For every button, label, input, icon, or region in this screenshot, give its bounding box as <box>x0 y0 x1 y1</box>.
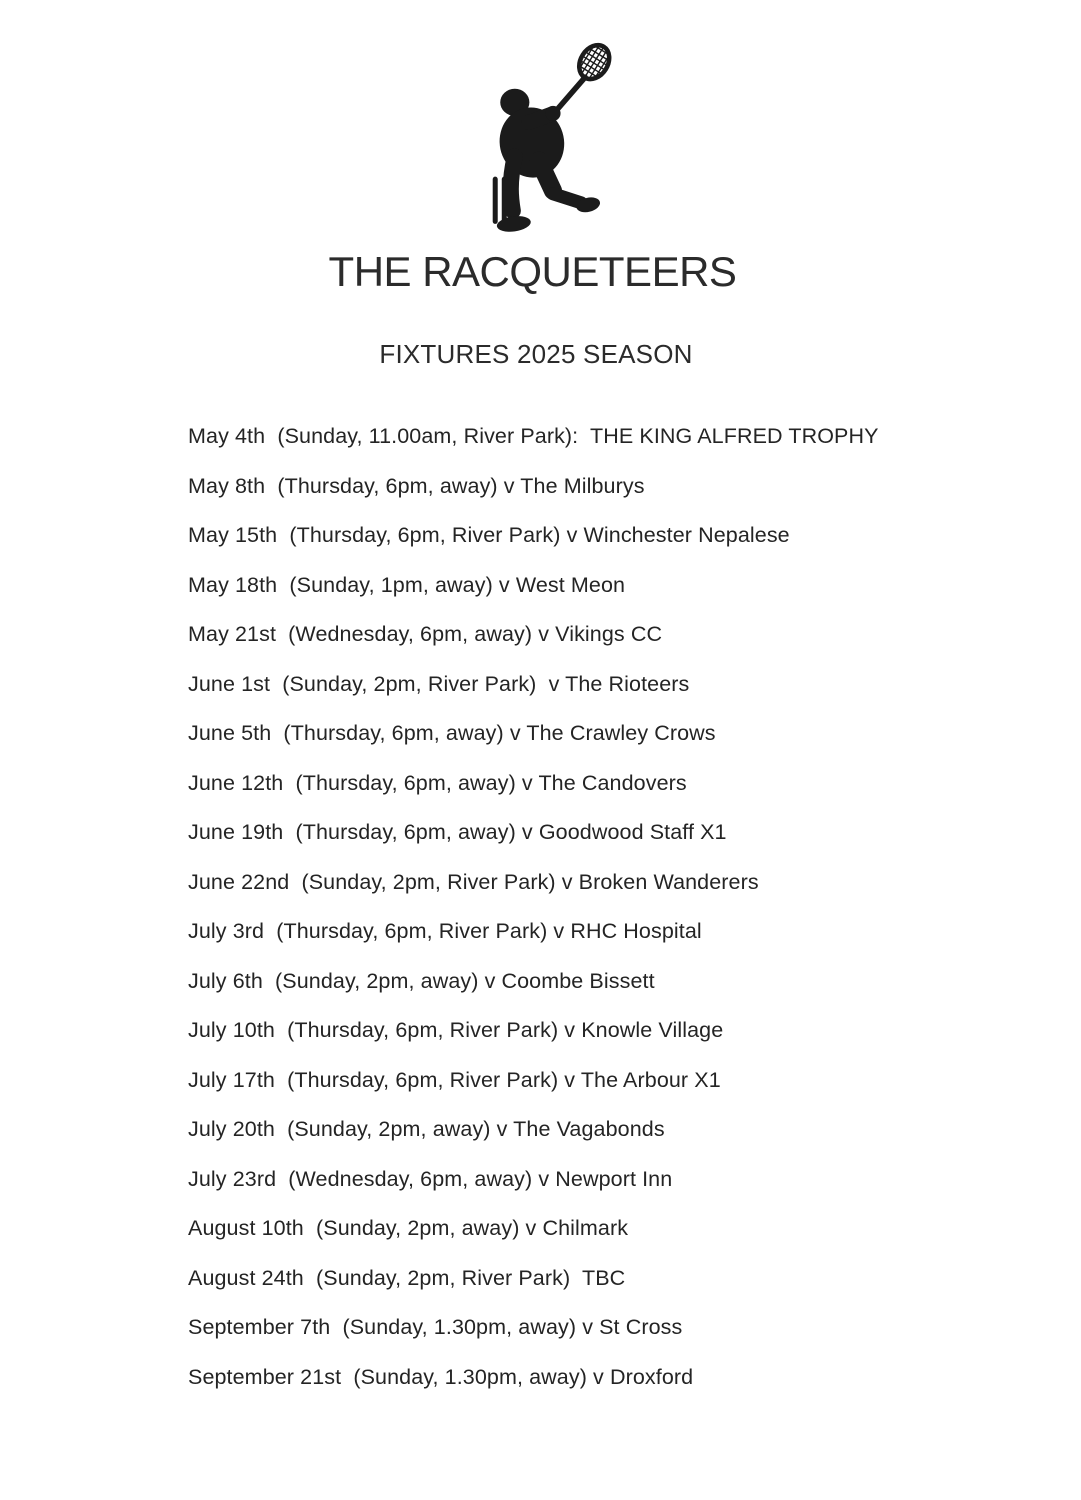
fixture-line: June 5th (Thursday, 6pm, away) v The Crawley Crows <box>188 721 716 745</box>
fixture-line: May 8th (Thursday, 6pm, away) v The Milburys <box>188 473 645 498</box>
season-subtitle: FIXTURES 2025 SEASON <box>379 339 693 369</box>
fixture-line: July 17th (Thursday, 6pm, River Park) v The Arbour X1 <box>188 1067 721 1092</box>
club-logo <box>486 42 616 238</box>
club-name-title: THE RACQUETEERS <box>328 248 737 295</box>
fixtures-list <box>188 412 1048 1402</box>
fixture-line: July 20th (Sunday, 2pm, away) v The Vagabonds <box>188 1117 665 1141</box>
fixture-line: August 24th (Sunday, 2pm, River Park) TBC <box>188 1265 626 1290</box>
fixture-line: July 6th (Sunday, 2pm, away) v Coombe Bissett <box>188 968 655 993</box>
fixture-line: May 18th (Sunday, 1pm, away) v West Meon <box>188 572 626 597</box>
fixture-line: September 7th (Sunday, 1.30pm, away) v St Cross <box>188 1315 683 1339</box>
fixture-line: August 10th (Sunday, 2pm, away) v Chilmark <box>188 1216 629 1240</box>
fixture-line: July 3rd (Thursday, 6pm, River Park) v RHC Hospital <box>188 919 702 943</box>
fixture-line: July 10th (Thursday, 6pm, River Park) v Knowle Village <box>188 1018 724 1042</box>
fixture-line: July 23rd (Wednesday, 6pm, away) v Newport Inn <box>188 1166 673 1191</box>
batsman-racquet-stumps-icon <box>486 42 616 238</box>
fixture-line: May 15th (Thursday, 6pm, River Park) v Winchester Nepalese <box>188 523 790 547</box>
fixture-line: June 12th (Thursday, 6pm, away) v The Candovers <box>188 770 687 795</box>
fixture-line: June 22nd (Sunday, 2pm, River Park) v Broken Wanderers <box>188 869 759 894</box>
fixture-line: May 21st (Wednesday, 6pm, away) v Vikings CC <box>188 622 663 646</box>
fixture-line: May 4th (Sunday, 11.00am, River Park): THE KING ALFRED TROPHY <box>188 424 879 448</box>
fixture-line: June 1st (Sunday, 2pm, River Park) v The Rioteers <box>188 671 690 696</box>
fixture-line: June 19th (Thursday, 6pm, away) v Goodwood Staff X1 <box>188 820 727 844</box>
fixture-line: September 21st (Sunday, 1.30pm, away) v Droxford <box>188 1364 694 1389</box>
